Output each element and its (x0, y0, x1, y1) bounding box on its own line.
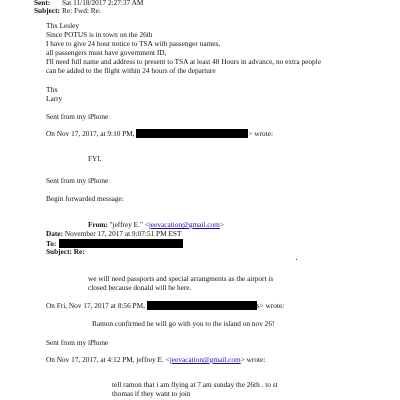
reply-name: Larry (46, 94, 63, 103)
from-close: > (219, 220, 224, 229)
quote-header (46, 356, 265, 364)
sent-from-iphone: Sent from my iPhone (46, 176, 109, 185)
forwarded-body-line: closed because donald will be here. (88, 283, 192, 292)
reply-line: all passengers must have government ID, (46, 48, 167, 57)
reply-signoff: Thx (46, 85, 58, 94)
forwarded-date-row (46, 230, 181, 238)
subject-label: Subject: (34, 6, 60, 15)
subject-label: Subject: (46, 247, 72, 256)
reply-line: I'll need full name and address to present to TSA at least 48 Hours in advance, no extra people (46, 57, 321, 66)
sent-from-iphone: Sent from my iPhone (46, 338, 109, 347)
quote-body-line: tell ramon that i am flying at 7 am sunday the 26th . to st (112, 380, 278, 389)
email-link[interactable]: jeevacation@gmail.com (169, 355, 241, 364)
forwarded-subject-row (46, 248, 85, 256)
sent-from-iphone: Sent from my iPhone (46, 112, 109, 121)
reply-line: Since POTUS is in town on the 26th (46, 30, 153, 39)
quote-header (46, 301, 284, 310)
subject-row (34, 7, 101, 15)
redaction-bar (147, 301, 257, 310)
reply-line: can be added to the flight within 24 hours of the departure (46, 66, 216, 75)
quote-body-line: thomas if they want to join (112, 389, 191, 398)
subject-value: Re: Fwd: Re: (62, 6, 101, 15)
quote-header-text: On Fri, Nov 17, 2017 at 8:56 PM, (46, 301, 145, 310)
to-label: To: (46, 239, 57, 248)
quote-body: FYI. (88, 154, 102, 163)
reply-greeting: Thx Lesley (46, 21, 80, 30)
date-label: Date: (46, 229, 64, 238)
from-email-link[interactable]: jeevacation@gmail.com (148, 220, 220, 229)
begin-forwarded-message: Begin forwarded message: (46, 194, 124, 203)
reply-line: I have to give 24 hour notice to TSA with passenger names, (46, 39, 221, 48)
forwarded-from-row (88, 221, 224, 229)
quote-header-wrote: s> wrote: (256, 301, 285, 310)
quote-body: Ramon confirmed he will go with you to the island on nov 26! (92, 319, 275, 328)
quote-header (46, 129, 273, 138)
from-name: "jeffrey E." < (109, 220, 149, 229)
forwarded-body-line: we will need passports and special arrangments as the airport is (88, 274, 274, 283)
quote-header-text: On Nov 17, 2017, at 4:12 PM, jeffrey E. < (46, 355, 170, 364)
sent-value: Sat 11/18/2017 2:27:37 AM (62, 0, 144, 7)
subject-value: Re: (73, 247, 85, 256)
quote-header-wrote: > wrote: (248, 129, 273, 138)
quote-header-text: On Nov 17, 2017, at 9:10 PM, (46, 129, 135, 138)
quote-header-wrote: > wrote: (240, 355, 266, 364)
stray-mark (296, 259, 297, 260)
redaction-bar (136, 129, 248, 138)
date-value: November 17, 2017 at 9:07:51 PM EST (64, 229, 182, 238)
sent-label: Sent: (34, 0, 51, 7)
from-label: From: (88, 220, 108, 229)
